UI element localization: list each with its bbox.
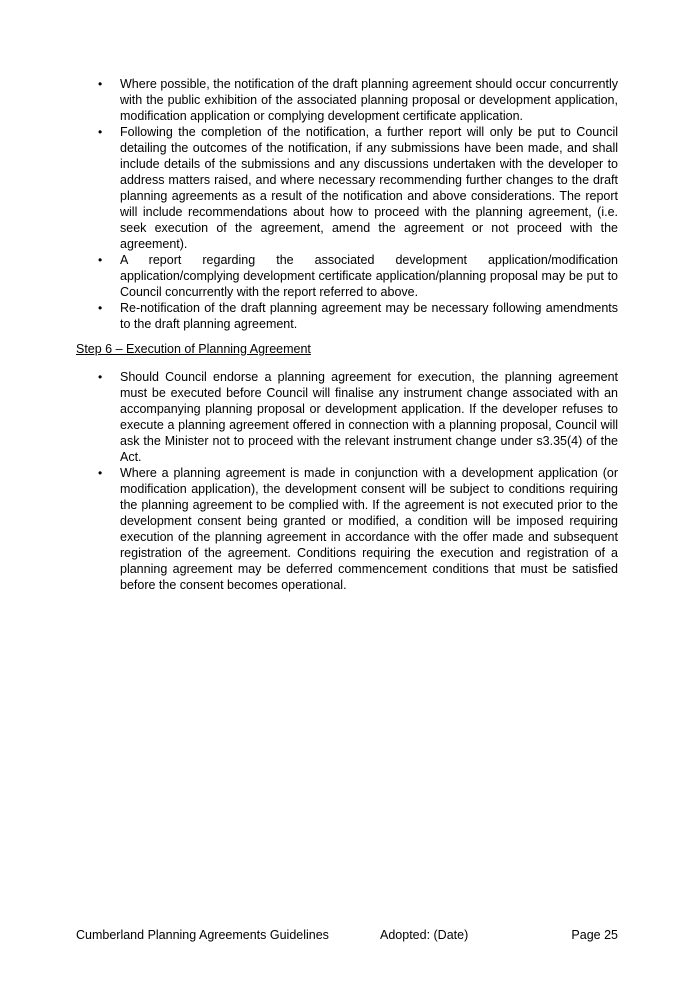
bullet-icon: •: [98, 125, 103, 139]
bullet-icon: •: [98, 466, 103, 480]
bullet-text: Should Council endorse a planning agreement for execution, the planning agreement must be executed before Council will finalise any instrument change associated with an accompanying planning proposal or development application. If the developer refuses to execute a planning agreement offered in connection with a planning proposal, Council will ask the Minister not to proceed with the relevant instrument change under s3.35(4) of the Act.: [120, 370, 618, 464]
bullet-item: [76, 124, 618, 252]
bullet-item: [76, 369, 618, 465]
bullet-item: [76, 300, 618, 332]
bullet-item: [76, 252, 618, 300]
bullet-text: Where a planning agreement is made in conjunction with a development application (or modification application), the development consent will be subject to conditions requiring the planning agreement to be complied with. If the agreement is not executed prior to the development consent being granted or modified, a condition will be imposed requiring execution of the planning agreement in accordance with the offer made and subsequent registration of the agreement. Conditions requiring the execution and registration of a planning agreement may be deferred commencement conditions that must be satisfied before the consent becomes operational.: [120, 466, 618, 592]
footer-page-number: Page 25: [571, 928, 618, 942]
bullet-icon: •: [98, 370, 103, 384]
bullet-item: [76, 76, 618, 124]
bullet-text: A report regarding the associated development application/modification application/complying development certificate application/planning proposal may be put to Council concurrently with the report referred to above.: [120, 253, 618, 299]
bullet-text: Re-notification of the draft planning agreement may be necessary following amendments to the draft planning agreement.: [120, 301, 618, 331]
bullet-text: Following the completion of the notification, a further report will only be put to Council detailing the outcomes of the notification, if any submissions have been made, and shall include details of the submissions and any discussions undertaken with the developer to address matters raised, and where necessary recommending further changes to the draft planning agreements as a result of the notification and above considerations. The report will include recommendations about how to proceed with the planning agreement, (i.e. seek execution of the agreement, amend the agreement or not proceed with the agreement).: [120, 125, 618, 251]
bullet-icon: •: [98, 77, 103, 91]
bullet-text: Where possible, the notification of the draft planning agreement should occur concurrently with the public exhibition of the associated planning proposal or development application, modification application or complying development certificate application.: [120, 77, 618, 123]
page-content: [76, 76, 618, 593]
bullet-icon: •: [98, 253, 103, 267]
execution-bullet-list: [76, 369, 618, 593]
footer-adopted-date: Adopted: (Date): [380, 928, 469, 942]
section-heading: Step 6 – Execution of Planning Agreement: [76, 342, 311, 356]
notification-bullet-list: [76, 76, 618, 332]
bullet-icon: •: [98, 301, 103, 315]
bullet-item: [76, 465, 618, 593]
footer-document-title: Cumberland Planning Agreements Guidelines: [76, 928, 329, 942]
